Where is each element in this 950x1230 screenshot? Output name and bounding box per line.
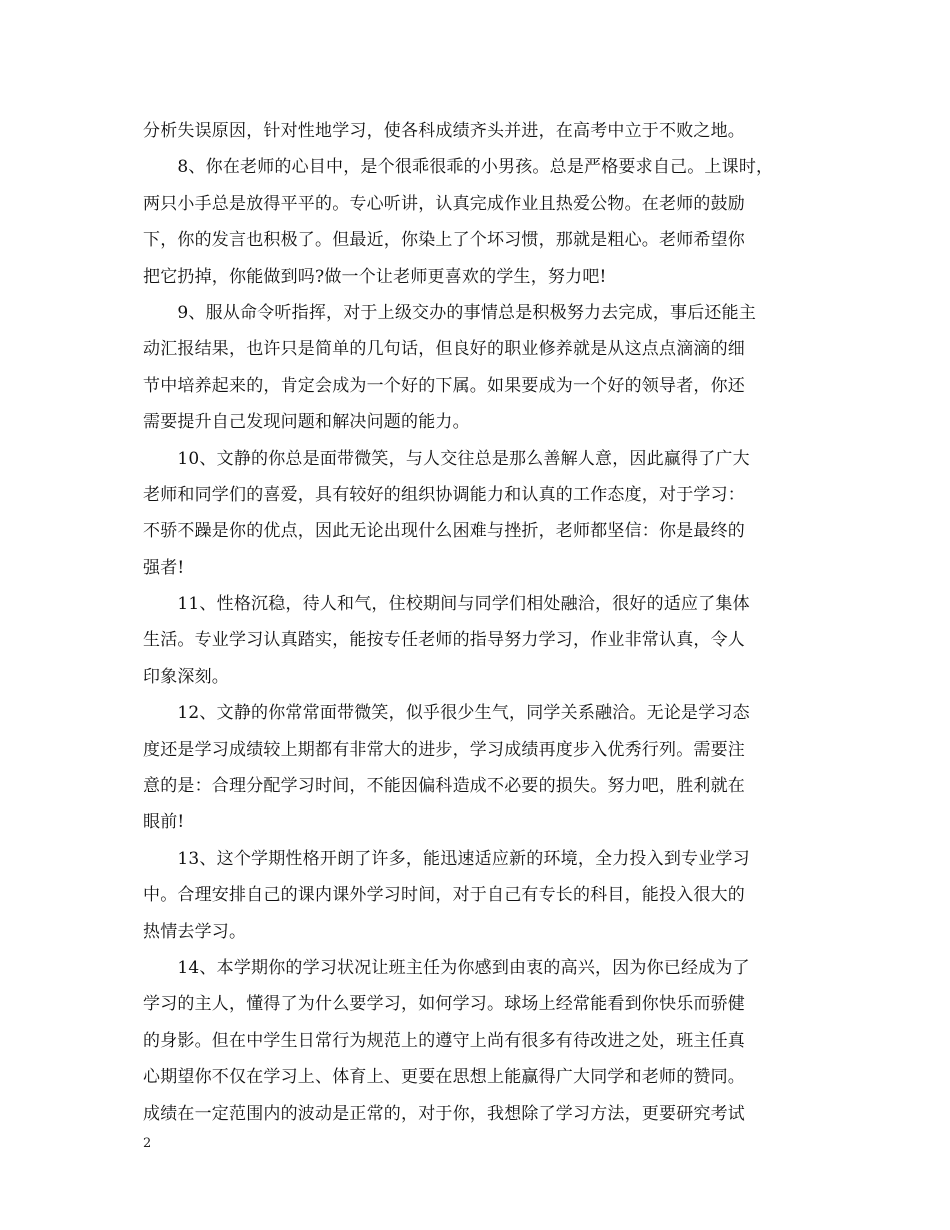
- text-line: 成绩在一定范围内的波动是正常的，对于你，我想除了学习方法，更要研究考试: [143, 1103, 745, 1124]
- text-line: 12、文静的你常常面带微笑，似乎很少生气，同学关系融洽。无论是学习态: [143, 703, 750, 724]
- text-line: 14、本学期你的学习状况让班主任为你感到由衷的高兴，因为你已经成为了: [143, 957, 750, 978]
- text-line: 8、你在老师的心目中，是个很乖很乖的小男孩。总是严格要求自己。上课时，: [143, 157, 774, 178]
- text-line: 10、文静的你总是面带微笑，与人交往总是那么善解人意，因此赢得了广大: [143, 448, 750, 469]
- text-line: 把它扔掉，你能做到吗?做一个让老师更喜欢的学生，努力吧!: [143, 266, 607, 287]
- text-line: 印象深刻。: [143, 666, 229, 687]
- text-line: 中。合理安排自己的课内课外学习时间，对于自己有专长的科目，能投入很大的: [143, 885, 745, 906]
- text-line: 意的是：合理分配学习时间，不能因偏科造成不必要的损失。努力吧，胜利就在: [143, 776, 745, 797]
- text-line: 两只小手总是放得平平的。专心听讲，认真完成作业且热爱公物。在老师的鼓励: [143, 193, 745, 214]
- text-line: 动汇报结果，也许只是简单的几句话，但良好的职业修养就是从这点点滴滴的细: [143, 339, 745, 360]
- text-line: 眼前!: [143, 812, 185, 833]
- text-line: 9、服从命令听指挥，对于上级交办的事情总是积极努力去完成，事后还能主: [143, 302, 757, 323]
- text-line: 不骄不躁是你的优点，因此无论出现什么困难与挫折，老师都坚信：你是最终的: [143, 521, 745, 542]
- text-line: 度还是学习成绩较上期都有非常大的进步，学习成绩再度步入优秀行列。需要注: [143, 739, 745, 760]
- page-number: 2: [143, 1136, 152, 1151]
- text-line: 11、性格沉稳，待人和气，住校期间与同学们相处融洽，很好的适应了集体: [143, 594, 750, 615]
- text-line: 心期望你不仅在学习上、体育上、更要在思想上能赢得广大同学和老师的赞同。: [143, 1067, 745, 1088]
- text-line: 老师和同学们的喜爱，具有较好的组织协调能力和认真的工作态度，对于学习：: [143, 484, 745, 505]
- text-line: 节中培养起来的，肯定会成为一个好的下属。如果要成为一个好的领导者，你还: [143, 375, 745, 396]
- text-line: 热情去学习。: [143, 921, 247, 942]
- text-line: 下，你的发言也积极了。但最近，你染上了个坏习惯，那就是粗心。老师希望你: [143, 230, 745, 251]
- text-line: 需要提升自己发现问题和解决问题的能力。: [143, 412, 470, 433]
- text-line: 的身影。但在中学生日常行为规范上的遵守上尚有很多有待改进之处，班主任真: [143, 1030, 745, 1051]
- text-line: 生活。专业学习认真踏实，能按专任老师的指导努力学习，作业非常认真，令人: [143, 630, 745, 651]
- text-line: 强者!: [143, 557, 185, 578]
- text-line: 分析失误原因，针对性地学习，使各科成绩齐头并进，在高考中立于不败之地。: [143, 121, 745, 141]
- text-line: 学习的主人，懂得了为什么要学习，如何学习。球场上经常能看到你快乐而骄健: [143, 994, 745, 1015]
- body-text: [143, 113, 811, 1132]
- text-line: 13、这个学期性格开朗了许多，能迅速适应新的环境，全力投入到专业学习: [143, 848, 750, 869]
